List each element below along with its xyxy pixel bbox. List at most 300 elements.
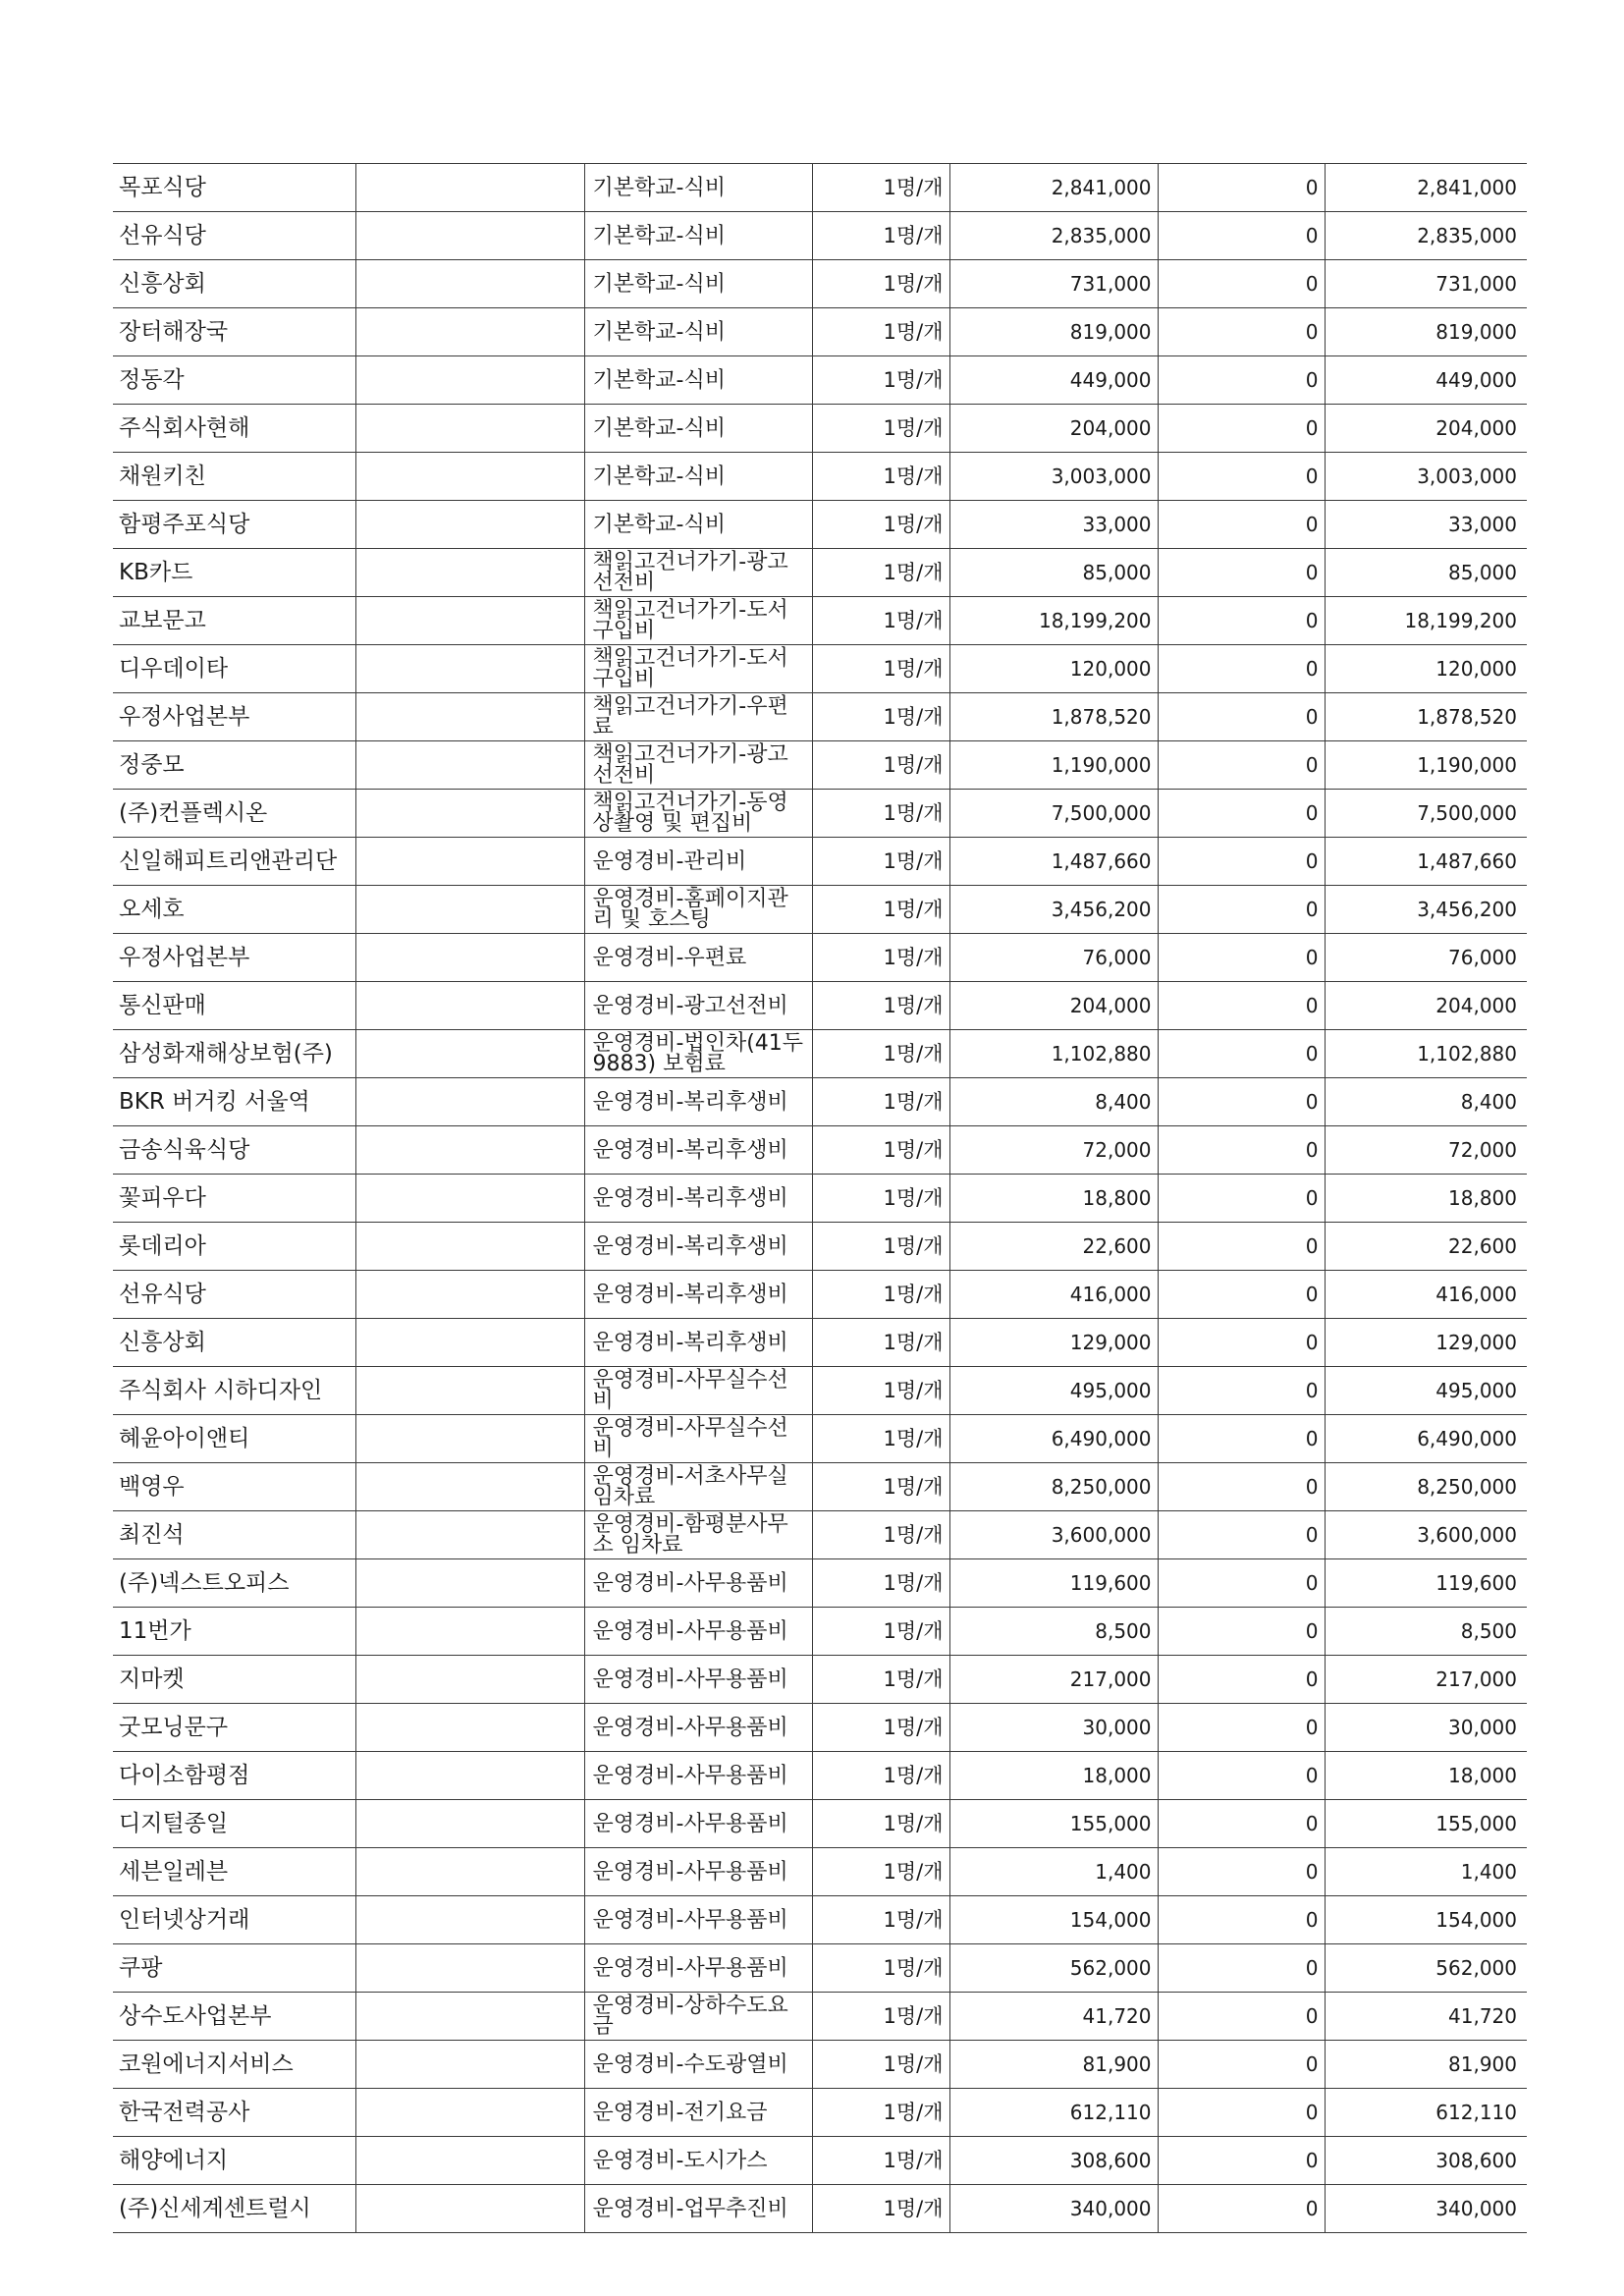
total-cell: 3,600,000	[1325, 1511, 1527, 1559]
unit-cell: 1명/개	[812, 501, 949, 549]
item-description-cell: 운영경비-복리후생비	[584, 1271, 812, 1319]
vendor-cell: 신일해피트리앤관리단	[113, 838, 355, 886]
zero-cell: 0	[1158, 1800, 1325, 1848]
blank-cell	[355, 1367, 584, 1415]
expense-ledger-table	[113, 163, 1527, 2233]
vendor-cell: 롯데리아	[113, 1223, 355, 1271]
blank-cell	[355, 1078, 584, 1126]
blank-cell	[355, 549, 584, 597]
blank-cell	[355, 1511, 584, 1559]
zero-cell: 0	[1158, 982, 1325, 1030]
vendor-cell: 채원키친	[113, 453, 355, 501]
amount-cell: 30,000	[949, 1704, 1158, 1752]
table-row	[113, 1319, 1527, 1367]
total-cell: 18,800	[1325, 1175, 1527, 1223]
total-cell: 1,102,880	[1325, 1030, 1527, 1078]
vendor-cell: 신흥상회	[113, 1319, 355, 1367]
blank-cell	[355, 838, 584, 886]
table-row	[113, 1993, 1527, 2041]
unit-cell: 1명/개	[812, 308, 949, 356]
vendor-cell: 인터넷상거래	[113, 1896, 355, 1944]
total-cell: 204,000	[1325, 405, 1527, 453]
table-row	[113, 453, 1527, 501]
blank-cell	[355, 356, 584, 405]
zero-cell: 0	[1158, 2089, 1325, 2137]
table-row	[113, 164, 1527, 212]
vendor-cell: 쿠팡	[113, 1944, 355, 1993]
vendor-cell: 백영우	[113, 1463, 355, 1511]
item-description-cell: 운영경비-사무실수선비	[584, 1415, 812, 1463]
unit-cell: 1명/개	[812, 741, 949, 790]
total-cell: 3,456,200	[1325, 886, 1527, 934]
table-row	[113, 2137, 1527, 2185]
unit-cell: 1명/개	[812, 405, 949, 453]
amount-cell: 1,102,880	[949, 1030, 1158, 1078]
vendor-cell: 삼성화재해상보험(주)	[113, 1030, 355, 1078]
table-row	[113, 405, 1527, 453]
amount-cell: 6,490,000	[949, 1415, 1158, 1463]
zero-cell: 0	[1158, 1848, 1325, 1896]
unit-cell: 1명/개	[812, 1993, 949, 2041]
item-description-cell: 기본학교-식비	[584, 212, 812, 260]
total-cell: 22,600	[1325, 1223, 1527, 1271]
blank-cell	[355, 1752, 584, 1800]
total-cell: 7,500,000	[1325, 790, 1527, 838]
zero-cell: 0	[1158, 1752, 1325, 1800]
item-description-cell: 운영경비-업무추진비	[584, 2185, 812, 2233]
total-cell: 81,900	[1325, 2041, 1527, 2089]
zero-cell: 0	[1158, 838, 1325, 886]
vendor-cell: 주식회사 시하디자인	[113, 1367, 355, 1415]
table-row	[113, 1896, 1527, 1944]
item-description-cell: 운영경비-함평분사무소 임차료	[584, 1511, 812, 1559]
zero-cell: 0	[1158, 1175, 1325, 1223]
blank-cell	[355, 645, 584, 693]
item-description-cell: 운영경비-복리후생비	[584, 1223, 812, 1271]
amount-cell: 562,000	[949, 1944, 1158, 1993]
total-cell: 18,199,200	[1325, 597, 1527, 645]
zero-cell: 0	[1158, 405, 1325, 453]
blank-cell	[355, 405, 584, 453]
unit-cell: 1명/개	[812, 549, 949, 597]
amount-cell: 76,000	[949, 934, 1158, 982]
amount-cell: 612,110	[949, 2089, 1158, 2137]
blank-cell	[355, 1175, 584, 1223]
amount-cell: 1,487,660	[949, 838, 1158, 886]
table-row	[113, 1848, 1527, 1896]
table-row	[113, 356, 1527, 405]
table-row	[113, 212, 1527, 260]
zero-cell: 0	[1158, 1896, 1325, 1944]
item-description-cell: 운영경비-사무용품비	[584, 1608, 812, 1656]
item-description-cell: 책읽고건너가기-광고선전비	[584, 549, 812, 597]
table-row	[113, 1511, 1527, 1559]
table-row	[113, 693, 1527, 741]
total-cell: 72,000	[1325, 1126, 1527, 1175]
blank-cell	[355, 1800, 584, 1848]
zero-cell: 0	[1158, 1319, 1325, 1367]
blank-cell	[355, 1463, 584, 1511]
blank-cell	[355, 1030, 584, 1078]
amount-cell: 340,000	[949, 2185, 1158, 2233]
item-description-cell: 운영경비-사무용품비	[584, 1656, 812, 1704]
unit-cell: 1명/개	[812, 1559, 949, 1608]
item-description-cell: 기본학교-식비	[584, 164, 812, 212]
amount-cell: 7,500,000	[949, 790, 1158, 838]
amount-cell: 81,900	[949, 2041, 1158, 2089]
zero-cell: 0	[1158, 549, 1325, 597]
total-cell: 76,000	[1325, 934, 1527, 982]
total-cell: 217,000	[1325, 1656, 1527, 1704]
unit-cell: 1명/개	[812, 1608, 949, 1656]
unit-cell: 1명/개	[812, 790, 949, 838]
unit-cell: 1명/개	[812, 1415, 949, 1463]
vendor-cell: KB카드	[113, 549, 355, 597]
blank-cell	[355, 1415, 584, 1463]
table-row	[113, 886, 1527, 934]
blank-cell	[355, 597, 584, 645]
item-description-cell: 운영경비-사무실수선비	[584, 1367, 812, 1415]
total-cell: 8,500	[1325, 1608, 1527, 1656]
table-row	[113, 1271, 1527, 1319]
blank-cell	[355, 1608, 584, 1656]
table-row	[113, 1656, 1527, 1704]
zero-cell: 0	[1158, 1367, 1325, 1415]
amount-cell: 22,600	[949, 1223, 1158, 1271]
unit-cell: 1명/개	[812, 1896, 949, 1944]
item-description-cell: 책읽고건너가기-우편료	[584, 693, 812, 741]
amount-cell: 154,000	[949, 1896, 1158, 1944]
table-row	[113, 982, 1527, 1030]
unit-cell: 1명/개	[812, 597, 949, 645]
item-description-cell: 책읽고건너가기-광고선전비	[584, 741, 812, 790]
vendor-cell: 코원에너지서비스	[113, 2041, 355, 2089]
total-cell: 85,000	[1325, 549, 1527, 597]
unit-cell: 1명/개	[812, 934, 949, 982]
item-description-cell: 기본학교-식비	[584, 356, 812, 405]
vendor-cell: 우정사업본부	[113, 934, 355, 982]
total-cell: 119,600	[1325, 1559, 1527, 1608]
item-description-cell: 운영경비-서초사무실 임차료	[584, 1463, 812, 1511]
zero-cell: 0	[1158, 693, 1325, 741]
item-description-cell: 운영경비-광고선전비	[584, 982, 812, 1030]
item-description-cell: 운영경비-사무용품비	[584, 1559, 812, 1608]
total-cell: 2,835,000	[1325, 212, 1527, 260]
amount-cell: 3,600,000	[949, 1511, 1158, 1559]
unit-cell: 1명/개	[812, 1126, 949, 1175]
unit-cell: 1명/개	[812, 1175, 949, 1223]
amount-cell: 3,003,000	[949, 453, 1158, 501]
unit-cell: 1명/개	[812, 1030, 949, 1078]
item-description-cell: 책읽고건너가기-도서구입비	[584, 597, 812, 645]
amount-cell: 33,000	[949, 501, 1158, 549]
item-description-cell: 운영경비-도시가스	[584, 2137, 812, 2185]
blank-cell	[355, 260, 584, 308]
blank-cell	[355, 886, 584, 934]
blank-cell	[355, 2041, 584, 2089]
vendor-cell: 세븐일레븐	[113, 1848, 355, 1896]
vendor-cell: 다이소함평점	[113, 1752, 355, 1800]
amount-cell: 1,190,000	[949, 741, 1158, 790]
item-description-cell: 운영경비-복리후생비	[584, 1319, 812, 1367]
table-row	[113, 838, 1527, 886]
total-cell: 204,000	[1325, 982, 1527, 1030]
total-cell: 2,841,000	[1325, 164, 1527, 212]
amount-cell: 731,000	[949, 260, 1158, 308]
table-row	[113, 790, 1527, 838]
expense-ledger-sheet	[113, 163, 1527, 2233]
total-cell: 731,000	[1325, 260, 1527, 308]
unit-cell: 1명/개	[812, 164, 949, 212]
unit-cell: 1명/개	[812, 1944, 949, 1993]
unit-cell: 1명/개	[812, 1848, 949, 1896]
item-description-cell: 운영경비-관리비	[584, 838, 812, 886]
item-description-cell: 운영경비-사무용품비	[584, 1896, 812, 1944]
unit-cell: 1명/개	[812, 693, 949, 741]
vendor-cell: 오세호	[113, 886, 355, 934]
blank-cell	[355, 1848, 584, 1896]
unit-cell: 1명/개	[812, 260, 949, 308]
zero-cell: 0	[1158, 1511, 1325, 1559]
unit-cell: 1명/개	[812, 356, 949, 405]
total-cell: 6,490,000	[1325, 1415, 1527, 1463]
zero-cell: 0	[1158, 2137, 1325, 2185]
table-row	[113, 1175, 1527, 1223]
amount-cell: 120,000	[949, 645, 1158, 693]
total-cell: 3,003,000	[1325, 453, 1527, 501]
vendor-cell: (주)넥스트오피스	[113, 1559, 355, 1608]
vendor-cell: 정중모	[113, 741, 355, 790]
vendor-cell: 주식회사현해	[113, 405, 355, 453]
total-cell: 18,000	[1325, 1752, 1527, 1800]
total-cell: 449,000	[1325, 356, 1527, 405]
zero-cell: 0	[1158, 1944, 1325, 1993]
vendor-cell: 굿모닝문구	[113, 1704, 355, 1752]
blank-cell	[355, 1271, 584, 1319]
table-row	[113, 260, 1527, 308]
zero-cell: 0	[1158, 1463, 1325, 1511]
table-row	[113, 1126, 1527, 1175]
item-description-cell: 기본학교-식비	[584, 501, 812, 549]
table-row	[113, 741, 1527, 790]
vendor-cell: 우정사업본부	[113, 693, 355, 741]
item-description-cell: 운영경비-복리후생비	[584, 1126, 812, 1175]
vendor-cell: 함평주포식당	[113, 501, 355, 549]
blank-cell	[355, 2089, 584, 2137]
item-description-cell: 운영경비-법인차(41두9883) 보험료	[584, 1030, 812, 1078]
zero-cell: 0	[1158, 886, 1325, 934]
vendor-cell: 신흥상회	[113, 260, 355, 308]
zero-cell: 0	[1158, 2185, 1325, 2233]
blank-cell	[355, 1944, 584, 1993]
unit-cell: 1명/개	[812, 453, 949, 501]
table-row	[113, 1752, 1527, 1800]
table-row	[113, 1944, 1527, 1993]
vendor-cell: (주)신세계센트럴시	[113, 2185, 355, 2233]
unit-cell: 1명/개	[812, 838, 949, 886]
table-row	[113, 2089, 1527, 2137]
amount-cell: 1,400	[949, 1848, 1158, 1896]
total-cell: 41,720	[1325, 1993, 1527, 2041]
total-cell: 33,000	[1325, 501, 1527, 549]
vendor-cell: BKR 버거킹 서울역	[113, 1078, 355, 1126]
unit-cell: 1명/개	[812, 2041, 949, 2089]
zero-cell: 0	[1158, 1126, 1325, 1175]
unit-cell: 1명/개	[812, 1704, 949, 1752]
total-cell: 1,190,000	[1325, 741, 1527, 790]
item-description-cell: 운영경비-홈페이지관리 및 호스팅	[584, 886, 812, 934]
amount-cell: 8,400	[949, 1078, 1158, 1126]
item-description-cell: 운영경비-사무용품비	[584, 1752, 812, 1800]
table-row	[113, 1704, 1527, 1752]
total-cell: 1,878,520	[1325, 693, 1527, 741]
amount-cell: 204,000	[949, 405, 1158, 453]
table-row	[113, 1030, 1527, 1078]
amount-cell: 72,000	[949, 1126, 1158, 1175]
vendor-cell: 최진석	[113, 1511, 355, 1559]
zero-cell: 0	[1158, 453, 1325, 501]
zero-cell: 0	[1158, 1271, 1325, 1319]
blank-cell	[355, 501, 584, 549]
item-description-cell: 운영경비-수도광열비	[584, 2041, 812, 2089]
table-row	[113, 1367, 1527, 1415]
vendor-cell: 해양에너지	[113, 2137, 355, 2185]
blank-cell	[355, 1319, 584, 1367]
zero-cell: 0	[1158, 260, 1325, 308]
amount-cell: 18,199,200	[949, 597, 1158, 645]
amount-cell: 449,000	[949, 356, 1158, 405]
unit-cell: 1명/개	[812, 1463, 949, 1511]
amount-cell: 119,600	[949, 1559, 1158, 1608]
vendor-cell: 금송식육식당	[113, 1126, 355, 1175]
amount-cell: 2,841,000	[949, 164, 1158, 212]
vendor-cell: 장터해장국	[113, 308, 355, 356]
zero-cell: 0	[1158, 212, 1325, 260]
blank-cell	[355, 1656, 584, 1704]
amount-cell: 495,000	[949, 1367, 1158, 1415]
blank-cell	[355, 982, 584, 1030]
amount-cell: 155,000	[949, 1800, 1158, 1848]
blank-cell	[355, 1559, 584, 1608]
blank-cell	[355, 1896, 584, 1944]
blank-cell	[355, 1223, 584, 1271]
unit-cell: 1명/개	[812, 212, 949, 260]
blank-cell	[355, 693, 584, 741]
item-description-cell: 운영경비-복리후생비	[584, 1078, 812, 1126]
vendor-cell: 선유식당	[113, 212, 355, 260]
amount-cell: 85,000	[949, 549, 1158, 597]
item-description-cell: 책읽고건너가기-도서구입비	[584, 645, 812, 693]
unit-cell: 1명/개	[812, 1511, 949, 1559]
total-cell: 8,250,000	[1325, 1463, 1527, 1511]
total-cell: 154,000	[1325, 1896, 1527, 1944]
table-row	[113, 1800, 1527, 1848]
amount-cell: 2,835,000	[949, 212, 1158, 260]
zero-cell: 0	[1158, 1415, 1325, 1463]
unit-cell: 1명/개	[812, 2185, 949, 2233]
total-cell: 612,110	[1325, 2089, 1527, 2137]
zero-cell: 0	[1158, 2041, 1325, 2089]
unit-cell: 1명/개	[812, 645, 949, 693]
total-cell: 340,000	[1325, 2185, 1527, 2233]
vendor-cell: 선유식당	[113, 1271, 355, 1319]
table-row	[113, 645, 1527, 693]
vendor-cell: 11번가	[113, 1608, 355, 1656]
blank-cell	[355, 1993, 584, 2041]
vendor-cell: 한국전력공사	[113, 2089, 355, 2137]
total-cell: 308,600	[1325, 2137, 1527, 2185]
item-description-cell: 책읽고건너가기-동영상촬영 및 편집비	[584, 790, 812, 838]
item-description-cell: 운영경비-사무용품비	[584, 1848, 812, 1896]
amount-cell: 1,878,520	[949, 693, 1158, 741]
item-description-cell: 운영경비-전기요금	[584, 2089, 812, 2137]
amount-cell: 41,720	[949, 1993, 1158, 2041]
total-cell: 129,000	[1325, 1319, 1527, 1367]
unit-cell: 1명/개	[812, 1752, 949, 1800]
item-description-cell: 운영경비-사무용품비	[584, 1800, 812, 1848]
amount-cell: 8,500	[949, 1608, 1158, 1656]
blank-cell	[355, 453, 584, 501]
unit-cell: 1명/개	[812, 1367, 949, 1415]
zero-cell: 0	[1158, 645, 1325, 693]
unit-cell: 1명/개	[812, 1223, 949, 1271]
item-description-cell: 기본학교-식비	[584, 308, 812, 356]
table-row	[113, 1559, 1527, 1608]
table-row	[113, 934, 1527, 982]
item-description-cell: 기본학교-식비	[584, 453, 812, 501]
blank-cell	[355, 2185, 584, 2233]
unit-cell: 1명/개	[812, 886, 949, 934]
amount-cell: 819,000	[949, 308, 1158, 356]
table-row	[113, 1463, 1527, 1511]
vendor-cell: 디지털종일	[113, 1800, 355, 1848]
amount-cell: 204,000	[949, 982, 1158, 1030]
unit-cell: 1명/개	[812, 2137, 949, 2185]
vendor-cell: 통신판매	[113, 982, 355, 1030]
zero-cell: 0	[1158, 356, 1325, 405]
total-cell: 819,000	[1325, 308, 1527, 356]
table-row	[113, 1415, 1527, 1463]
unit-cell: 1명/개	[812, 1656, 949, 1704]
table-row	[113, 2041, 1527, 2089]
item-description-cell: 운영경비-상하수도요금	[584, 1993, 812, 2041]
zero-cell: 0	[1158, 790, 1325, 838]
zero-cell: 0	[1158, 164, 1325, 212]
amount-cell: 217,000	[949, 1656, 1158, 1704]
zero-cell: 0	[1158, 1704, 1325, 1752]
vendor-cell: 상수도사업본부	[113, 1993, 355, 2041]
blank-cell	[355, 2137, 584, 2185]
zero-cell: 0	[1158, 1656, 1325, 1704]
table-row	[113, 597, 1527, 645]
zero-cell: 0	[1158, 1608, 1325, 1656]
table-row	[113, 1223, 1527, 1271]
zero-cell: 0	[1158, 501, 1325, 549]
zero-cell: 0	[1158, 741, 1325, 790]
table-row	[113, 501, 1527, 549]
item-description-cell: 기본학교-식비	[584, 405, 812, 453]
blank-cell	[355, 741, 584, 790]
blank-cell	[355, 1704, 584, 1752]
total-cell: 30,000	[1325, 1704, 1527, 1752]
unit-cell: 1명/개	[812, 1271, 949, 1319]
total-cell: 155,000	[1325, 1800, 1527, 1848]
amount-cell: 3,456,200	[949, 886, 1158, 934]
blank-cell	[355, 934, 584, 982]
blank-cell	[355, 308, 584, 356]
vendor-cell: 꽃피우다	[113, 1175, 355, 1223]
total-cell: 8,400	[1325, 1078, 1527, 1126]
